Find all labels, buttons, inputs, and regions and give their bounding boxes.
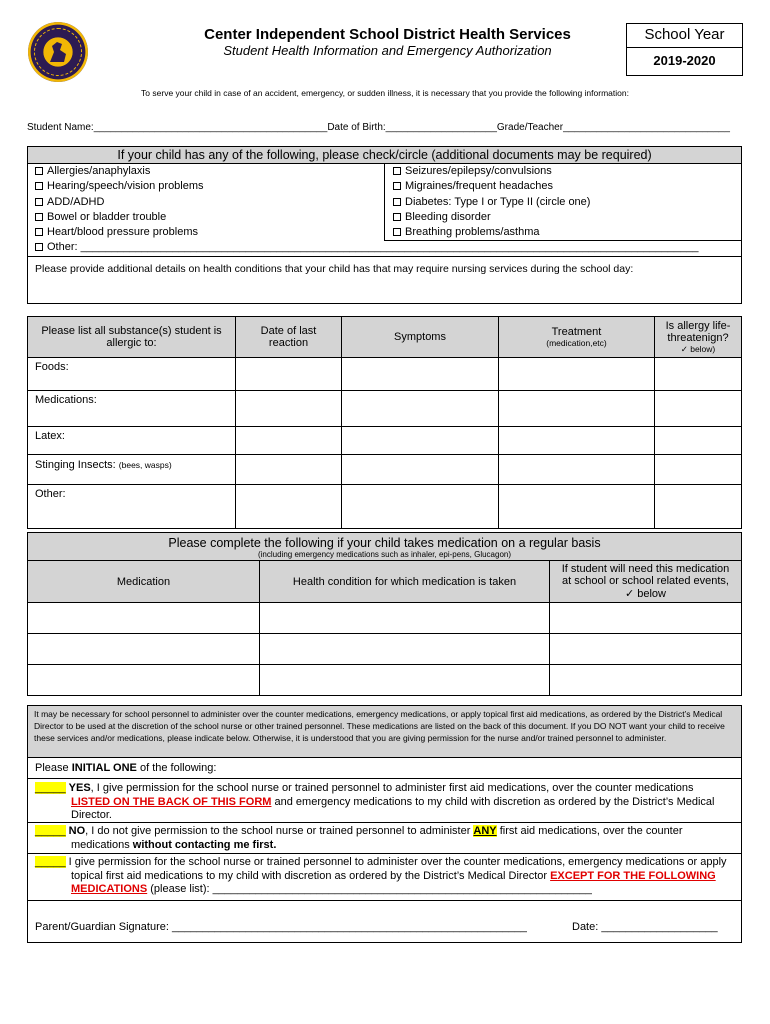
table-cell[interactable]: [260, 634, 550, 665]
table-row: [28, 634, 742, 665]
condition-diabetes[interactable]: Diabetes: Type I or Type II (circle one): [393, 196, 590, 211]
table-cell[interactable]: [260, 603, 550, 634]
table-cell[interactable]: [499, 455, 655, 485]
checkbox-icon[interactable]: [35, 228, 43, 236]
date-field[interactable]: ___________________: [601, 921, 718, 933]
row-label: Other:: [28, 485, 236, 529]
divider: [28, 778, 741, 779]
condition-other[interactable]: Other: _____________________________________________________________________________________________________: [35, 241, 699, 253]
page-title: Center Independent School District Health Services: [204, 26, 571, 43]
initial-blank-except[interactable]: _____: [35, 856, 66, 868]
signature-field[interactable]: __________________________________________________________: [171, 921, 527, 933]
col-substances: Please list all substance(s) student is allergic to:: [28, 317, 236, 358]
initial-blank-no[interactable]: _____: [35, 825, 66, 837]
conditions-left-list: [35, 165, 204, 241]
table-row: [28, 603, 742, 634]
table-cell[interactable]: [499, 358, 655, 391]
table-cell[interactable]: [655, 358, 742, 391]
col-need-at-school: If student will need this medication at school or school related events, ✓ below: [550, 561, 742, 603]
checkbox-icon[interactable]: [393, 213, 401, 221]
condition-bleeding[interactable]: Bleeding disorder: [393, 211, 590, 226]
col-symptoms: Symptoms: [342, 317, 499, 358]
table-cell[interactable]: [655, 391, 742, 427]
condition-add[interactable]: ADD/ADHD: [35, 196, 204, 211]
signature-line: Parent/Guardian Signature: __________________________________________________________: [35, 921, 527, 933]
option-no: _____ NO, I do not give permission to the school nurse or trained personnel to administer ANY first aid medications, over the counter medications without contacting me first.: [35, 825, 683, 851]
details-prompt: Please provide additional details on health conditions that your child has that may require nursing services during the school day:: [35, 263, 634, 275]
table-cell[interactable]: [342, 358, 499, 391]
initial-blank-yes[interactable]: _____: [35, 782, 66, 794]
listed-on-back-link: LISTED ON THE BACK OF THIS FORM: [71, 795, 272, 808]
table-cell[interactable]: [236, 427, 342, 455]
medication-title-row: [28, 533, 742, 561]
table-cell[interactable]: [655, 455, 742, 485]
col-health-condition: Health condition for which medication is taken: [260, 561, 550, 603]
divider: [384, 164, 385, 240]
table-cell[interactable]: [499, 391, 655, 427]
condition-allergies[interactable]: Allergies/anaphylaxis: [35, 165, 204, 180]
col-date-last-reaction: Date of last reaction: [236, 317, 342, 358]
divider: [28, 900, 741, 901]
medication-list-field[interactable]: ______________________________________________________________: [212, 883, 592, 895]
condition-heart[interactable]: Heart/blood pressure problems: [35, 226, 204, 241]
col-life-threatening: Is allergy life-threatenign? ✓ below): [655, 317, 742, 358]
medication-subtitle: (including emergency medications such as inhaler, epi-pens, Glucagon): [257, 550, 512, 559]
checkbox-icon[interactable]: [393, 198, 401, 206]
conditions-title: If your child has any of the following, please check/circle (additional documents may be required): [28, 147, 741, 164]
condition-seizures[interactable]: Seizures/epilepsy/convulsions: [393, 165, 590, 180]
divider: [626, 47, 743, 48]
checkbox-icon[interactable]: [35, 243, 43, 251]
row-label: Latex:: [28, 427, 236, 455]
table-header-row: [28, 317, 742, 358]
except-following-link: EXCEPT FOR THE FOLLOWING MEDICATIONS: [71, 869, 716, 895]
table-cell[interactable]: [499, 485, 655, 529]
table-cell[interactable]: [655, 485, 742, 529]
condition-hearing[interactable]: Hearing/speech/vision problems: [35, 180, 204, 195]
table-cell[interactable]: [550, 665, 742, 696]
table-cell[interactable]: [28, 665, 260, 696]
table-header-row: [28, 561, 742, 603]
table-cell[interactable]: [28, 603, 260, 634]
row-label: Medications:: [28, 391, 236, 427]
table-cell[interactable]: [499, 427, 655, 455]
student-info-line: [27, 122, 730, 133]
table-row: [28, 427, 742, 455]
student-name-label: Student Name:: [27, 122, 94, 133]
divider: [28, 256, 741, 257]
checkbox-icon[interactable]: [35, 213, 43, 221]
date-line: Date: ___________________: [572, 921, 718, 933]
option-yes: _____ YES, I give permission for the school nurse or trained personnel to administer first aid medications, over the counter medications LISTED ON THE BACK OF THIS FORM and emergency medications to my child with discretion as ordered by the District’s Medical Director.: [35, 782, 715, 821]
dob-label: Date of Birth:: [327, 122, 386, 133]
row-label: Stinging Insects: (bees, wasps): [28, 455, 236, 485]
school-year-value: 2019-2020: [653, 53, 716, 68]
checkbox-icon[interactable]: [35, 182, 43, 190]
table-cell[interactable]: [342, 427, 499, 455]
divider: [28, 822, 741, 823]
table-cell[interactable]: [236, 485, 342, 529]
table-cell[interactable]: [236, 391, 342, 427]
permission-paragraph: It may be necessary for school personnel to administer over the counter medications, emergency medications, or apply topical first aid medications, as ordered by the District’s Medical Director to be used at the discretion of the school nurse or other trained personnel. These medications are listed on the back of this document. If you DO NOT want your child to receive these services and/or medications, please indicate below. Otherwise, it is understood that you are giving permission for the nurse and/or trained personnel to administer.: [28, 706, 741, 758]
conditions-right-list: [393, 165, 590, 241]
table-cell[interactable]: [260, 665, 550, 696]
checkbox-icon[interactable]: [393, 182, 401, 190]
medication-table: [27, 532, 742, 696]
table-cell[interactable]: [342, 485, 499, 529]
table-row: [28, 391, 742, 427]
intro-text: To serve your child in case of an accident, emergency, or sudden illness, it is necessary that you provide the following information:: [141, 88, 629, 98]
col-treatment: Treatment (medication,etc): [499, 317, 655, 358]
row-label: Foods:: [28, 358, 236, 391]
grade-field[interactable]: ______________________________: [563, 122, 730, 133]
medication-title: Please complete the following if your child takes medication on a regular basis: [168, 536, 601, 550]
initial-instruction: Please INITIAL ONE of the following:: [35, 762, 217, 774]
table-row: [28, 485, 742, 529]
table-cell[interactable]: [550, 634, 742, 665]
medication-title-cell: [28, 533, 742, 561]
condition-migraines[interactable]: Migraines/frequent headaches: [393, 180, 590, 195]
checkbox-icon[interactable]: [35, 167, 43, 175]
table-cell[interactable]: [236, 455, 342, 485]
table-cell[interactable]: [236, 358, 342, 391]
condition-bowel[interactable]: Bowel or bladder trouble: [35, 211, 204, 226]
table-row: [28, 665, 742, 696]
table-cell[interactable]: [342, 455, 499, 485]
divider: [28, 853, 741, 854]
table-row: [28, 358, 742, 391]
checkbox-icon[interactable]: [393, 167, 401, 175]
grade-label: Grade/Teacher: [496, 122, 564, 133]
table-cell[interactable]: [655, 427, 742, 455]
checkbox-icon[interactable]: [393, 228, 401, 236]
condition-breathing[interactable]: Breathing problems/asthma: [393, 226, 590, 241]
page-subtitle: Student Health Information and Emergency Authorization: [223, 43, 552, 58]
dob-field[interactable]: ____________________: [385, 122, 497, 133]
checkbox-icon[interactable]: [35, 198, 43, 206]
col-medication: Medication: [28, 561, 260, 603]
table-cell[interactable]: [550, 603, 742, 634]
allergy-table: [27, 316, 742, 529]
table-cell[interactable]: [342, 391, 499, 427]
student-name-field[interactable]: __________________________________________: [93, 122, 328, 133]
details-field[interactable]: [30, 278, 738, 302]
table-cell[interactable]: [28, 634, 260, 665]
district-seal-logo: [28, 22, 88, 82]
table-row: [28, 455, 742, 485]
option-except: _____ I give permission for the school nurse or trained personnel to administer over the counter medications, emergency medications or apply topical first aid medications to my child with discretion as ordered by the District’s Medical Director EXCEPT FOR THE FOLLOWING MEDICATIONS (please list): ______________________________________________________________: [35, 856, 727, 895]
school-year-label: School Year: [644, 26, 725, 43]
